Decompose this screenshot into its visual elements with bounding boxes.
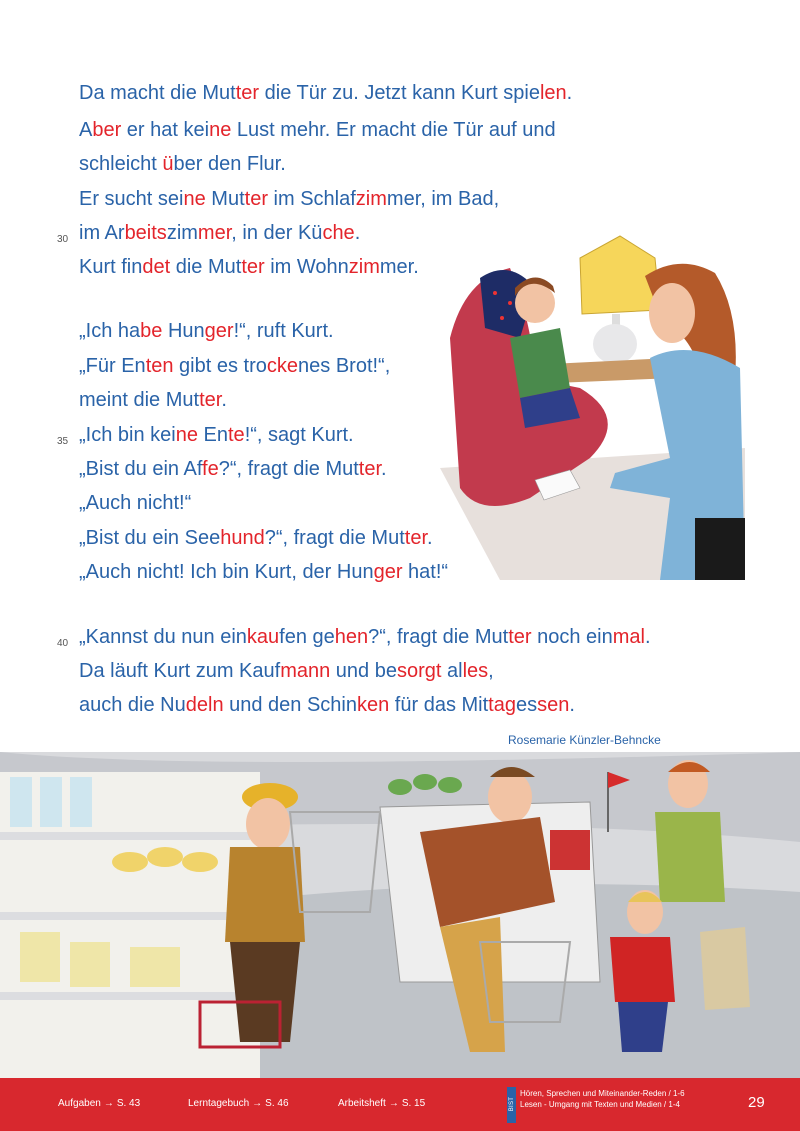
text-segment: „Ich ha — [79, 320, 141, 342]
competence-line-1: Hören, Sprechen und Miteinander-Reden / 1-6 — [520, 1089, 685, 1098]
text-segment: den Flur. — [202, 153, 286, 175]
text-segment: . — [221, 389, 227, 411]
text-segment: noch ein — [531, 626, 613, 648]
text-segment: al — [441, 660, 463, 682]
story-line — [79, 387, 227, 413]
text-segment: Mut — [205, 188, 245, 210]
highlighted-syllable: sen — [537, 694, 570, 716]
highlighted-syllable: zim — [348, 256, 380, 278]
text-segment: und den Schin — [223, 694, 357, 716]
text-segment: A — [79, 119, 93, 141]
highlighted-syllable: ne — [183, 188, 206, 210]
text-segment: Er sucht sei — [79, 188, 184, 210]
text-segment: „Auch nicht!“ — [79, 492, 192, 514]
text-segment: . — [381, 458, 387, 480]
text-segment: gibt es tro — [173, 355, 267, 377]
text-segment: „Kannst du nun ein — [79, 626, 247, 648]
page-number: 29 — [748, 1094, 765, 1111]
highlighted-syllable: sorgt — [396, 660, 442, 682]
text-segment: Da läuft Kurt zum Kauf — [79, 660, 281, 682]
line-number: 40 — [57, 638, 69, 649]
highlighted-syllable: cke — [266, 355, 299, 377]
page-footer — [0, 1078, 800, 1131]
highlighted-syllable: kau — [246, 626, 280, 648]
text-segment: ?“, fragt die Mut — [368, 626, 509, 648]
text-segment: für das Mit — [389, 694, 489, 716]
text-segment: !“, ruft Kurt. — [233, 320, 334, 342]
text-segment: ?“, fragt die Mut — [264, 527, 405, 549]
text-segment: meint die Mut — [79, 389, 200, 411]
highlighted-syllable: ber — [92, 119, 122, 141]
story-line — [79, 456, 387, 482]
text-segment: und be — [330, 660, 397, 682]
text-segment: Lust mehr. Er macht die Tür auf und — [231, 119, 556, 141]
highlighted-syllable: ter — [244, 188, 268, 210]
story-line — [79, 525, 433, 551]
highlighted-syllable: ter — [358, 458, 382, 480]
text-segment: „Auch nicht! Ich bin Kurt, der Hun — [79, 561, 374, 583]
text-segment: zim — [166, 222, 198, 244]
story-line — [79, 80, 572, 106]
text-segment: die Tür zu. Jetzt kann Kurt spie — [259, 82, 540, 104]
text-segment: . — [569, 694, 575, 716]
highlighted-syllable: les — [462, 660, 489, 682]
text-segment: auch die Nu — [79, 694, 186, 716]
highlighted-syllable: fe — [202, 458, 219, 480]
highlighted-syllable: ter — [235, 82, 260, 104]
line-number: 35 — [57, 436, 69, 447]
text-segment: mer. — [379, 256, 419, 278]
highlighted-syllable: ne — [209, 119, 232, 141]
story-line — [57, 624, 651, 650]
text-segment: . — [644, 626, 651, 648]
highlighted-syllable: che — [322, 222, 355, 244]
boy-and-mother-on-sofa-illustration — [440, 218, 745, 580]
text-segment: nes Brot!“, — [298, 355, 391, 377]
bist-badge: BIST — [507, 1087, 516, 1123]
highlighted-syllable: zim — [355, 188, 387, 210]
text-segment: „Bist du ein Af — [79, 458, 203, 480]
story-line — [79, 353, 390, 379]
text-segment: Hun — [162, 320, 205, 342]
text-segment: Da macht die Mut — [79, 82, 236, 104]
story-line — [79, 559, 448, 585]
text-segment: Kurt fin — [79, 256, 143, 278]
story-line — [57, 220, 361, 246]
text-segment: En — [197, 424, 228, 446]
highlighted-syllable: be — [140, 320, 163, 342]
text-segment: im Wohn — [264, 256, 349, 278]
highlighted-syllable: te — [228, 424, 245, 446]
footer-ref-arbeitsheft: Arbeitsheft → S. 15 — [338, 1098, 426, 1109]
story-line — [79, 151, 286, 177]
text-segment: mer, im Bad, — [386, 188, 500, 210]
highlighted-syllable: ger — [373, 561, 403, 583]
story-line — [79, 490, 191, 516]
highlighted-syllable: hen — [334, 626, 369, 648]
highlighted-syllable: mann — [280, 660, 331, 682]
author-name: Rosemarie Künzler-Behncke — [508, 733, 661, 747]
story-line — [79, 254, 419, 280]
text-segment: schleicht — [79, 153, 163, 175]
text-segment: er hat kei — [121, 119, 210, 141]
text-segment: es — [515, 694, 538, 716]
text-segment: ?“, fragt die Mut — [218, 458, 359, 480]
highlighted-syllable: mer — [197, 222, 232, 244]
highlighted-syllable: ter — [404, 527, 428, 549]
competence-line-2: Lesen - Umgang mit Texten und Medien / 1-4 — [520, 1100, 680, 1109]
footer-ref-lerntagebuch: Lerntagebuch → S. 46 — [188, 1098, 289, 1109]
text-segment: fen ge — [279, 626, 335, 648]
highlighted-syllable: ger — [204, 320, 234, 342]
story-line — [57, 422, 354, 448]
text-segment: „Ich bin kei — [79, 424, 176, 446]
text-segment: „Bist du ein See — [79, 527, 221, 549]
text-segment: „Für En — [79, 355, 146, 377]
highlighted-syllable: mal — [612, 626, 645, 648]
text-segment: . — [566, 82, 573, 104]
text-segment: im Ar — [79, 222, 125, 244]
text-segment: !“, sagt Kurt. — [244, 424, 354, 446]
text-segment: , in der Kü — [231, 222, 323, 244]
text-segment: ber — [173, 153, 203, 175]
supermarket-illustration — [0, 752, 800, 1078]
highlighted-syllable: det — [142, 256, 171, 278]
highlighted-syllable: len — [539, 82, 567, 104]
highlighted-syllable: deln — [185, 694, 224, 716]
story-line — [79, 318, 334, 344]
text-segment: hat!“ — [402, 561, 449, 583]
text-segment: , — [488, 660, 494, 682]
highlighted-syllable: ü — [162, 153, 174, 175]
text-segment: . — [427, 527, 433, 549]
highlighted-syllable: ter — [508, 626, 532, 648]
story-line — [79, 186, 499, 212]
highlighted-syllable: ken — [357, 694, 390, 716]
story-line — [79, 117, 556, 143]
highlighted-syllable: beits — [124, 222, 167, 244]
footer-ref-aufgaben: Aufgaben → S. 43 — [58, 1098, 141, 1109]
highlighted-syllable: ter — [199, 389, 222, 411]
highlighted-syllable: ne — [175, 424, 198, 446]
highlighted-syllable: tag — [488, 694, 516, 716]
text-segment: die Mut — [170, 256, 242, 278]
story-line — [79, 658, 494, 684]
line-number: 30 — [57, 234, 69, 245]
highlighted-syllable: hund — [220, 527, 265, 549]
text-segment: im Schlaf — [267, 188, 356, 210]
highlighted-syllable: ten — [145, 355, 174, 377]
text-segment: . — [354, 222, 361, 244]
story-line — [79, 692, 575, 718]
highlighted-syllable: ter — [241, 256, 265, 278]
